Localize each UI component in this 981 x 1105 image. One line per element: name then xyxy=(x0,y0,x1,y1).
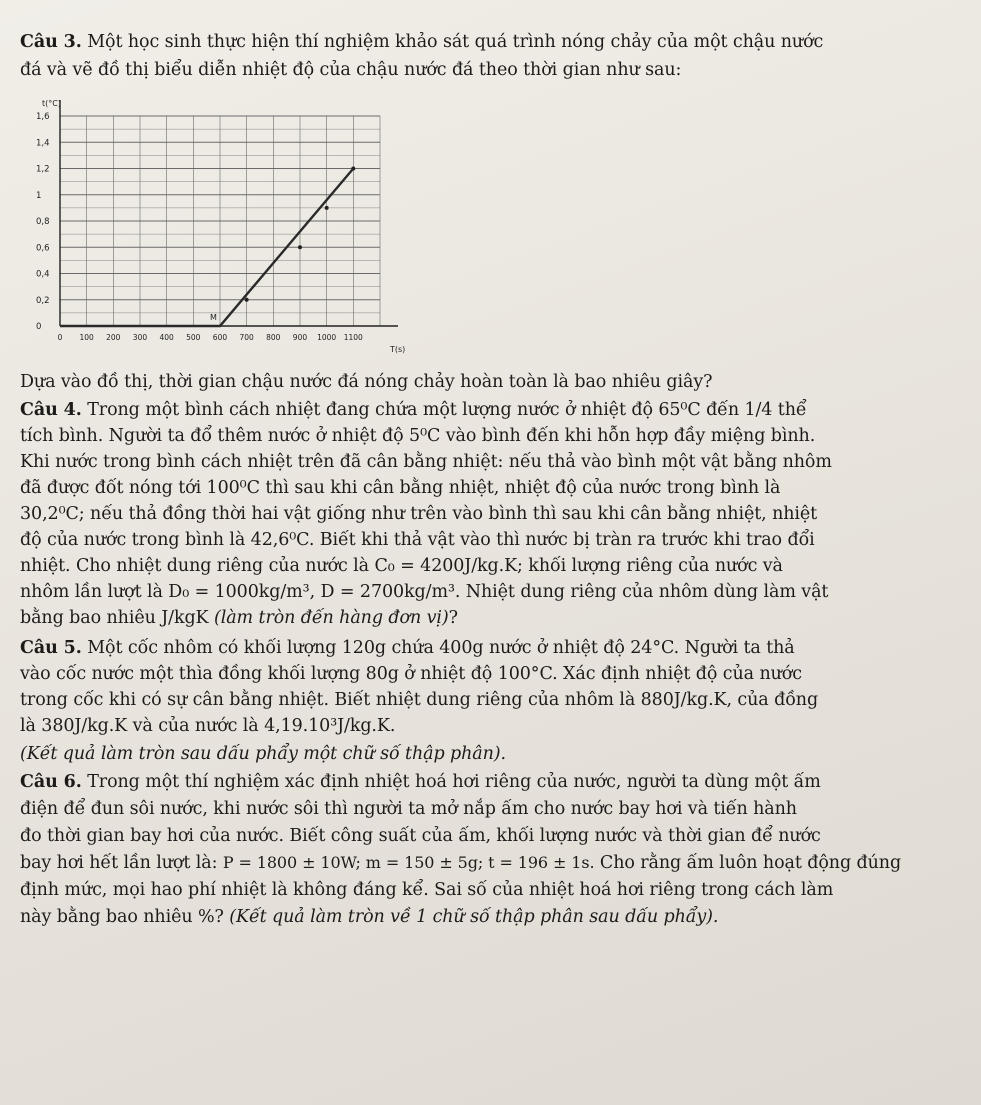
q4-text-1: Trong một bình cách nhiệt đang chứa một lượng nước ở nhiệt độ 65⁰C đến 1/4 thể xyxy=(87,400,807,420)
y-tick-label: 0,2 xyxy=(36,295,50,306)
x-tick-label: 300 xyxy=(132,333,148,342)
q3-question: Dựa vào đồ thị, thời gian chậu nước đá nóng chảy hoàn toàn là bao nhiêu giây? xyxy=(20,372,713,392)
y-tick-label: 1 xyxy=(36,190,42,201)
q4-question-mark: ? xyxy=(448,608,458,628)
q3-label: Câu 3. xyxy=(20,32,82,52)
q6-rounding-note: (Kết quả làm tròn về 1 chữ số thập phân sau dấu phẩy). xyxy=(229,907,719,927)
q5-label: Câu 5. xyxy=(20,638,82,658)
x-tick-label: 1000 xyxy=(317,333,337,342)
y-tick-labels xyxy=(36,112,50,332)
q4-label: Câu 4. xyxy=(20,400,82,420)
q5-line-2: vào cốc nước một thìa đồng khối lượng 80g ở nhiệt độ 100°C. Xác định nhiệt độ của nước xyxy=(20,664,802,684)
q6-text-4a: bay hơi hết lần lượt là: xyxy=(20,853,223,873)
q5-line-4: là 380J/kg.K và của nước là 4,19.10³J/kg.K. xyxy=(20,716,396,736)
q6-line-2: điện để đun sôi nước, khi nước sôi thì người ta mở nắp ấm cho nước bay hơi và tiến hành xyxy=(20,799,797,819)
x-tick-label: 100 xyxy=(79,333,94,342)
q4-line-9 xyxy=(20,606,970,630)
q4-rounding-note: (làm tròn đến hàng đơn vị) xyxy=(208,608,449,628)
q4-line-1 xyxy=(20,398,970,422)
chart-grid xyxy=(60,100,398,326)
q3-text-1: Một học sinh thực hiện thí nghiệm khảo sát quá trình nóng chảy của một chậu nước xyxy=(87,32,824,52)
q6-line-5: định mức, mọi hao phí nhiệt là không đáng kể. Sai số của nhiệt hoá hơi riêng trong cách làm xyxy=(20,880,834,900)
x-tick-label: 500 xyxy=(186,333,201,342)
q4-line-3: Khi nước trong bình cách nhiệt trên đã cân bằng nhiệt: nếu thả vào bình một vật bằng nhôm xyxy=(20,452,832,472)
q4-line-6: độ của nước trong bình là 42,6⁰C. Biết khi thả vật vào thì nước bị tràn ra trước khi trao đổi xyxy=(20,530,815,550)
q6-line-1 xyxy=(20,770,970,794)
q4-line-5: 30,2⁰C; nếu thả đồng thời hai vật giống như trên vào bình thì sau khi cân bằng nhiệt, nhiệt xyxy=(20,504,818,524)
point-label-m: M xyxy=(210,313,217,322)
x-tick-label: 400 xyxy=(159,333,174,342)
q6-line-3: đo thời gian bay hơi của nước. Biết công suất của ấm, khối lượng nước và thời gian để nước xyxy=(20,826,821,846)
q6-measurements: P = 1800 ± 10W; m = 150 ± 5g; t = 196 ± 1s. xyxy=(222,853,595,872)
x-tick-label: 800 xyxy=(266,333,281,342)
y-tick-label: 1,6 xyxy=(36,112,50,122)
q6-text-4b: Cho rằng ấm luôn hoạt động đúng xyxy=(594,853,902,873)
y-tick-label: 0,8 xyxy=(36,217,50,227)
q3-text-2: đá và vẽ đồ thị biểu diễn nhiệt độ của chậu nước đá theo thời gian như sau: xyxy=(20,60,682,80)
x-axis-label: T(s) xyxy=(390,345,406,354)
x-tick-label: 200 xyxy=(106,333,121,342)
data-point xyxy=(245,298,249,302)
data-point xyxy=(351,167,355,171)
q5-text-1: Một cốc nhôm có khối lượng 120g chứa 400g nước ở nhiệt độ 24°C. Người ta thả xyxy=(87,638,795,658)
q4-line-8: nhôm lần lượt là D₀ = 1000kg/m³, D = 2700kg/m³. Nhiệt dung riêng của nhôm dùng làm vật xyxy=(20,582,829,602)
q6-label: Câu 6. xyxy=(20,772,82,792)
q5-line-3: trong cốc khi có sự cân bằng nhiệt. Biết nhiệt dung riêng của nhôm là 880J/kg.K, của đồng xyxy=(20,690,819,710)
q6-text-6a: này bằng bao nhiêu %? xyxy=(20,907,230,927)
q6-text-1: Trong một thí nghiệm xác định nhiệt hoá hơi riêng của nước, người ta dùng một ấm xyxy=(87,772,821,792)
x-tick-labels xyxy=(58,333,363,342)
y-tick-label: 0,6 xyxy=(36,243,50,254)
q4-line-2: tích bình. Người ta đổ thêm nước ở nhiệt độ 5⁰C vào bình đến khi hỗn hợp đầy miệng bình. xyxy=(20,426,816,446)
q6-line-4 xyxy=(20,851,970,875)
x-tick-label: 900 xyxy=(292,333,308,342)
q4-text-9: bằng bao nhiêu J/kgK xyxy=(20,608,209,628)
q5-line-1 xyxy=(20,636,970,660)
q3-line-1 xyxy=(20,30,970,54)
y-tick-label: 1,4 xyxy=(36,138,50,149)
data-point xyxy=(325,206,329,210)
x-tick-label: 600 xyxy=(212,333,228,342)
y-axis-label: t(°C) xyxy=(42,99,61,108)
data-point xyxy=(298,245,302,249)
x-tick-label: 1100 xyxy=(343,333,363,342)
q4-line-7: nhiệt. Cho nhiệt dung riêng của nước là C₀ = 4200J/kg.K; khối lượng riêng của nước và xyxy=(20,556,783,576)
temperature-chart xyxy=(20,94,420,359)
y-tick-label: 1,2 xyxy=(36,164,50,175)
q3-line-2 xyxy=(20,58,970,82)
q6-line-6 xyxy=(20,905,970,929)
y-tick-label: 0 xyxy=(36,322,42,332)
y-tick-label: 0,4 xyxy=(36,269,50,280)
q5-rounding-note: (Kết quả làm tròn sau dấu phẩy một chữ số thập phân). xyxy=(20,744,506,764)
x-tick-label: 700 xyxy=(239,333,254,342)
q4-line-4: đã được đốt nóng tới 100⁰C thì sau khi cân bằng nhiệt, nhiệt độ của nước trong bình là xyxy=(20,478,781,498)
x-tick-label: 0 xyxy=(57,333,63,342)
